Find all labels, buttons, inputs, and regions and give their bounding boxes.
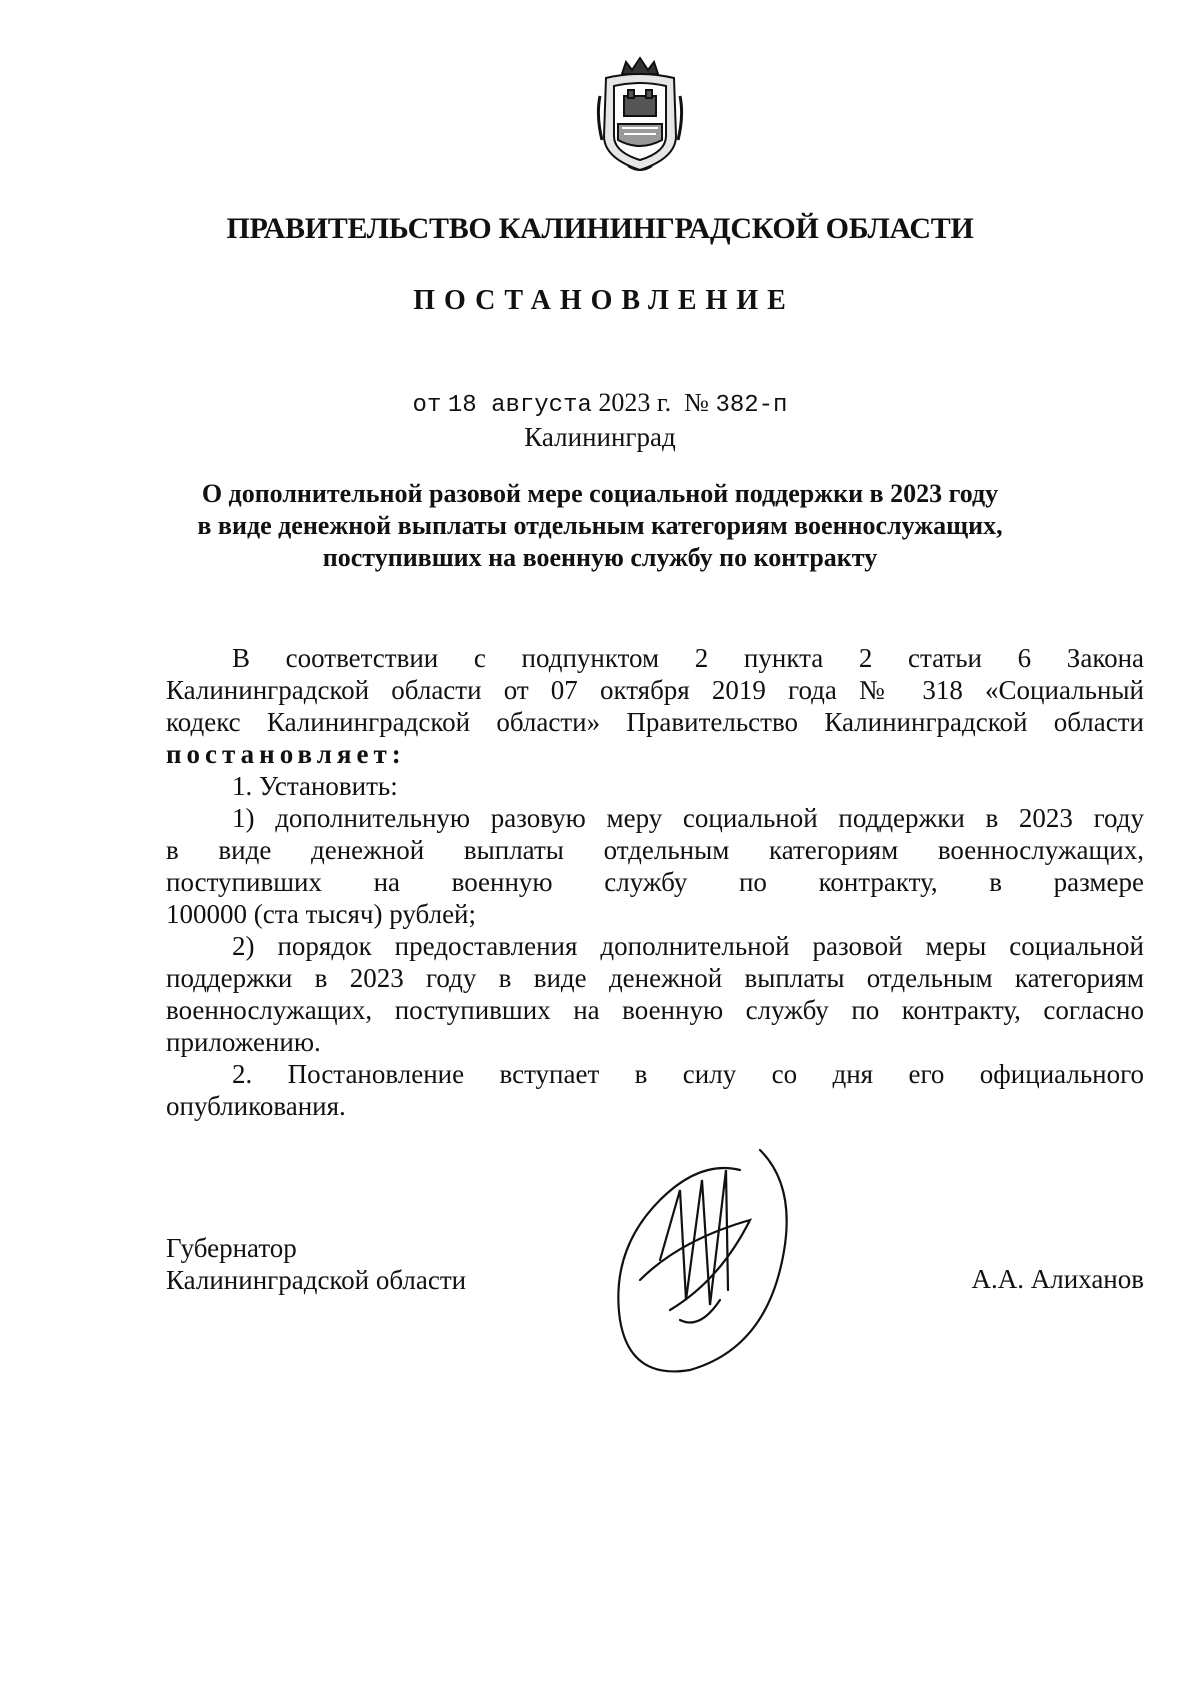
item-1-1-line: в виде денежной выплаты отдельным категориям военнослужащих, <box>166 835 1144 865</box>
decree-word: постановляет: <box>166 739 406 769</box>
document-body <box>166 642 1144 1122</box>
position-line: Губернатор <box>166 1233 297 1263</box>
date-prefix: от <box>412 392 442 419</box>
item-1-1-line: 1) дополнительную разовую меру социальной поддержки в 2023 году <box>232 803 1144 833</box>
item-1-2-line: 2) порядок предоставления дополнительной разовой меры социальной <box>232 931 1144 961</box>
item-1-1-line: 100000 (ста тысяч) рублей; <box>166 899 477 929</box>
title-line: поступивших на военную службу по контракту <box>322 543 878 572</box>
title-line: в виде денежной выплаты отдельным категориям военнослужащих, <box>197 511 1003 540</box>
date-day-month: 18 августа <box>447 392 592 419</box>
signatory-name: А.А. Алиханов <box>971 1264 1144 1294</box>
number-label: № <box>684 388 709 417</box>
city: Калининград <box>524 422 676 452</box>
item-1-2-line: поддержки в 2023 году в виде денежной выплаты отдельным категориям <box>166 963 1144 993</box>
number-value: 382-п <box>715 392 788 419</box>
signatory-position <box>166 1232 466 1296</box>
item-1-1-line: поступивших на военную службу по контракту, в размере <box>166 867 1144 897</box>
item-2-line: опубликования. <box>166 1091 346 1121</box>
coat-of-arms-icon <box>592 56 688 176</box>
document-type: ПОСТАНОВЛЕНИЕ <box>413 285 795 316</box>
item-2-line: 2. Постановление вступает в силу со дня его официального <box>232 1059 1144 1089</box>
handwritten-signature-icon <box>610 1130 800 1380</box>
preamble-line: В соответствии с подпунктом 2 пункта 2 статьи 6 Закона <box>232 643 1144 673</box>
item-1: 1. Установить: <box>232 771 398 801</box>
date-year: 2023 г. <box>598 388 672 417</box>
preamble-line: Калининградской области от 07 октября 2019 года № 318 «Социальный <box>166 675 1144 705</box>
item-1-2-line: приложению. <box>166 1027 321 1057</box>
position-line: Калининградской области <box>166 1265 467 1295</box>
organization-name: ПРАВИТЕЛЬСТВО КАЛИНИНГРАДСКОЙ ОБЛАСТИ <box>226 212 974 245</box>
title-line: О дополнительной разовой мере социальной поддержки в 2023 году <box>201 479 999 508</box>
item-1-2-line: военнослужащих, поступивших на военную службу по контракту, согласно <box>166 995 1144 1025</box>
date-number-line <box>0 388 1200 419</box>
document-title <box>150 478 1050 574</box>
preamble-line: кодекс Калининградской области» Правительство Калининградской области <box>166 707 1144 737</box>
